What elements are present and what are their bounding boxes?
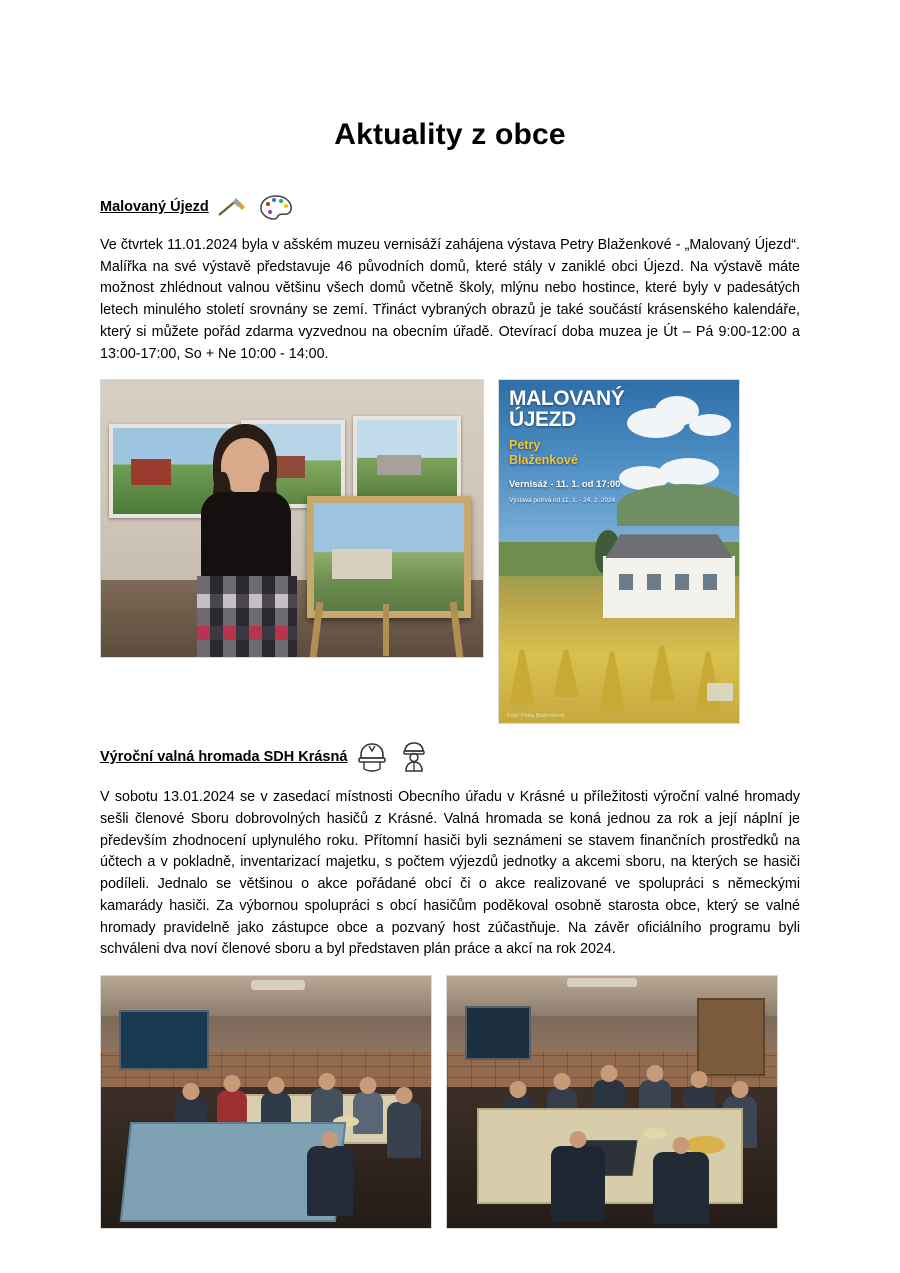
section-paragraph-sdh-krasna: V sobotu 13.01.2024 se v zasedací místnosti Obecního úřadu v Krásné u příležitosti výroční valné hromady sešli členové Sboru dobrovolných hasičů z Krásné. Valná hromada se koná jednou za rok a její náplní je především zhodnocení uplynulého roku. Přítomní hasiči byli seznámeni se stavem finančních prostředků na účtech a v pokladně, inventarizací majetku, s počtem výjezdů jednotky a akcemi sboru, na kterých se hasiči podíleli. Jednalo se většinou o akce pořádané obcí či o akce realizované ve spolupráci s německými kamarády hasiči. Za výbornou spolupráci s obcí hasičům poděkoval osobně starosta obce, který se valné hromady pravidelně jako zástupce obce a pozvaný host zúčastňuje. Na závěr oficiálního programu byli schváleni dva noví členové sboru a byl představen plán práce a akcí na rok 2024. [100, 789, 800, 958]
poster-photo-credit: Foto: Petra Blaženková [507, 713, 565, 720]
photo-meeting-room-left [100, 975, 432, 1229]
section-paragraph-malovany-ujezd: Ve čtvrtek 11.01.2024 byla v ašském muzeu vernisáží zahájena výstava Petry Blaženkové - „Malovaný Újezd“. Malířka na své výstavě představuje 46 původních domů, které stály v zaniklé obci Újezd. Na výstavě máte možnost zhlédnout valnou většinu všech domů včetně školy, mlýnu nebo hostince, které byly v padesátých letech minulého století srovnány se zemí. Třináct vybraných obrazů je také součástí krásenského kalendáře, který si můžete pořád zdarma vyzvednou na obecním úřadě. Otevírací doba muzea je Út – Pá 9:00-12:00 a 13:00-17:00, So + Ne 10:00 - 14:00. [100, 237, 800, 362]
photo-painter-with-artworks [100, 379, 484, 658]
poster-title-line2: ÚJEZD [509, 408, 576, 432]
poster-logo [707, 683, 733, 701]
poster-title-line1: MALOVANÝ [509, 387, 625, 411]
section-heading-label: Malovaný Újezd [100, 199, 209, 216]
poster-author-line2: Blaženkové [509, 452, 578, 467]
section-heading-label-2: Výroční valná hromada SDH Krásná [100, 748, 348, 765]
palette-icon [259, 194, 295, 222]
photo-exhibition-poster [498, 379, 740, 724]
section-heading-sdh-krasna [100, 740, 800, 774]
page-title: Aktuality z obce [334, 118, 566, 151]
poster-duration: Výstava potrvá od 11. 1. - 24. 2. 2024 [509, 497, 616, 505]
firefighter-helmet-icon [355, 740, 389, 774]
section-heading-malovany-ujezd [100, 194, 800, 222]
poster-vernissage: Vernisáž - 11. 1. od 17:00 [509, 479, 621, 491]
firefighter-person-icon [397, 740, 431, 774]
photo-row-meeting [100, 975, 800, 1229]
photo-row-exhibition [100, 379, 800, 724]
poster-author-line1: Petry [509, 438, 541, 453]
poster-text-block [509, 388, 629, 505]
paintbrush-icon [217, 195, 251, 221]
photo-meeting-room-right [446, 975, 778, 1229]
